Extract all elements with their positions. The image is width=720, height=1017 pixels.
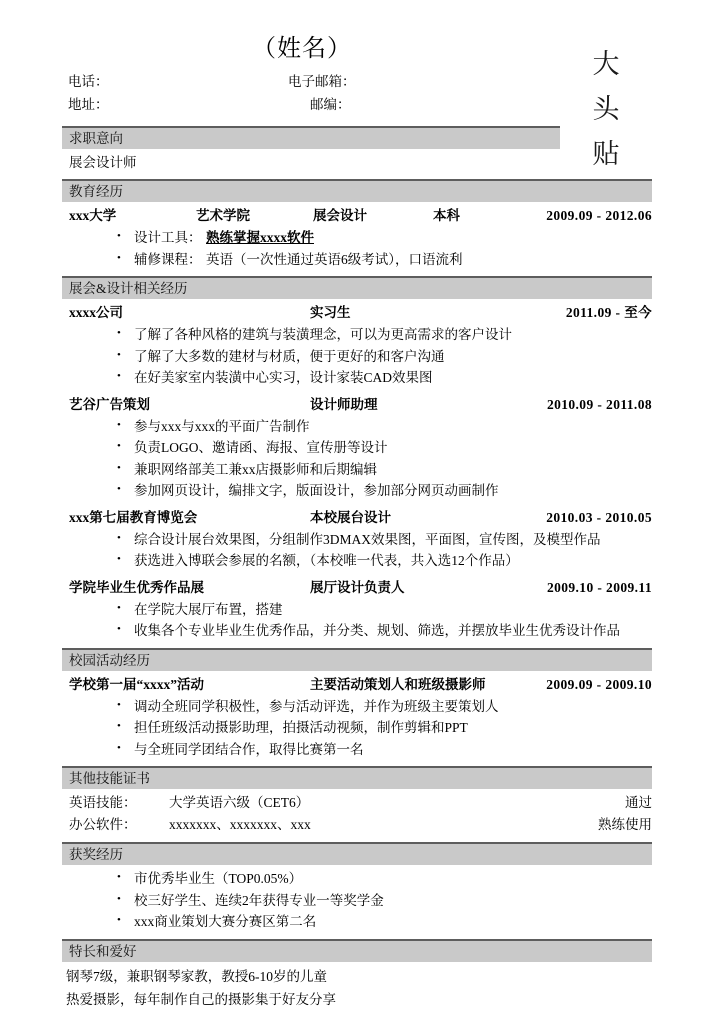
section-body-skills [62,789,652,842]
section-skills [62,766,652,842]
skill-row [62,792,652,814]
section-body-campus [62,671,652,767]
list-item-text: 英语（一次性通过英语6级考试），口语流利 [206,251,463,267]
list-item-text: 综合设计展台效果图，分组制作3DMAX效果图，平面图，宣传图，及模型作品 [134,531,601,547]
list-item-text: xxx商业策划大赛分赛区第二名 [134,914,317,929]
resume-header [62,34,652,116]
entry-header [62,577,652,599]
list-item [62,367,652,389]
list-item-text: 市优秀毕业生（TOP0.05%） [134,871,303,886]
list-item [62,739,652,761]
list-item [62,599,652,621]
section-title-skills: 其他技能证书 [62,766,652,789]
entry-organization: 学校第一届“xxxx”活动 [69,676,204,692]
section-body-education [62,202,652,276]
entry-date-range: 2011.09 - 至今 [565,305,652,320]
entry-role: 本校展台设计 [310,509,391,525]
education-school: xxx大学 [69,208,117,223]
section-body-experience [62,299,652,648]
entry-date-range: 2010.09 - 2011.08 [546,396,652,412]
entry-organization: 学院毕业生优秀作品展 [69,579,204,595]
hobby-line: 热爱摄影，每年制作自己的摄影集于好友分享 [66,991,336,1007]
photo-placeholder-char-3: 贴 [592,139,620,169]
list-item-text: 在学院大展厅布置，搭建 [134,601,283,617]
hobby-line: 钢琴7级，兼职钢琴家教，教授6-10岁的儿童 [66,968,327,984]
entry-role: 主要活动策划人和班级摄影师 [310,676,486,692]
list-item-text: 调动全班同学积极性，参与活动评选，并作为班级主要策划人 [134,698,499,714]
list-item-label: 设计工具： [134,230,202,245]
photo-placeholder-char-1: 大 [592,49,620,79]
list-item-text: 兼职网络部美工兼xx店摄影师和后期编辑 [134,461,377,477]
skill-level: 熟练使用 [598,817,652,832]
list-item-text: 熟练掌握xxxx软件 [206,230,314,245]
entry-header [62,394,652,416]
list-item [62,717,652,739]
list-item [62,529,652,551]
list-item [62,911,652,933]
entry-role: 设计师助理 [310,396,378,412]
list-item-text: 了解了大多数的建材与材质，便于更好的和客户沟通 [134,348,445,364]
entry-organization: 艺谷广告策划 [69,396,150,412]
entry-bullets [62,416,652,502]
skill-label: 英语技能： [69,795,137,810]
address-label: 地址： [68,97,109,112]
list-item-text: 校三好学生、连续2年获得专业一等奖学金 [134,892,384,908]
list-item-text: 担任班级活动摄影助理，拍摄活动视频，制作剪辑和PPT [134,720,468,735]
education-bullets [62,227,652,270]
list-item-label: 辅修课程： [134,251,202,267]
skill-row [62,814,652,836]
section-title-objective: 求职意向 [62,126,560,149]
contact-row-2 [62,93,542,116]
section-body-objective [62,149,652,179]
section-education [62,179,652,276]
entry-role: 实习生 [310,305,351,320]
entry-bullets [62,696,652,761]
education-date: 2009.09 - 2012.06 [546,208,652,223]
list-item [62,459,652,481]
section-title-education: 教育经历 [62,179,652,202]
list-item [62,620,652,642]
entry-bullets [62,599,652,642]
education-degree: 本科 [433,208,460,223]
section-campus [62,648,652,767]
education-major: 展会设计 [313,208,367,223]
section-title-experience: 展会&设计相关经历 [62,276,652,299]
skill-label: 办公软件： [69,817,137,832]
section-body-awards [62,865,652,939]
skill-value: xxxxxxx、xxxxxxx、xxx [169,817,311,832]
list-item [62,550,652,572]
entry-organization: xxxx公司 [69,305,123,320]
list-item-text: 参与xxx与xxx的平面广告制作 [134,418,310,434]
education-entry-head [62,205,652,227]
award-bullets [62,868,652,933]
page-title: （姓名） [252,36,352,62]
skill-level: 通过 [625,795,652,810]
phone-label: 电话： [68,74,109,89]
list-item [62,480,652,502]
section-title-hobbies: 特长和爱好 [62,939,652,962]
email-label: 电子邮箱： [288,74,356,89]
section-title-campus: 校园活动经历 [62,648,652,671]
zipcode-label: 邮编： [310,97,351,112]
section-hobbies [62,939,652,1017]
contact-block [62,70,542,116]
list-item [62,890,652,912]
list-item-text: 获选进入博联会参展的名额，（本校唯一代表，共入选12个作品） [134,553,519,568]
section-body-hobbies [62,962,652,1017]
entry-bullets [62,529,652,572]
list-item-text: 负责LOGO、邀请函、海报、宣传册等设计 [134,440,388,455]
entry-header [62,507,652,529]
education-college: 艺术学院 [196,208,250,223]
entry-header [62,674,652,696]
list-item [62,868,652,890]
resume-body [62,126,652,1017]
list-item [62,227,652,249]
entry-organization: xxx第七届教育博览会 [69,509,198,525]
list-item [62,249,652,271]
objective-value: 展会设计师 [69,155,137,170]
entry-date-range: 2009.09 - 2009.10 [546,676,652,692]
list-item-text: 与全班同学团结合作，取得比赛第一名 [134,741,364,757]
list-item-text: 在好美家室内装潢中心实习，设计家装CAD效果图 [134,370,433,385]
list-item [62,416,652,438]
list-item-text: 了解了各种风格的建筑与装潢理念，可以为更高需求的客户设计 [134,327,512,342]
entry-role: 展厅设计负责人 [310,579,405,595]
list-item [62,437,652,459]
list-item [62,696,652,718]
list-item-text: 收集各个专业毕业生优秀作品，并分类、规划、筛选，并摆放毕业生优秀设计作品 [134,623,620,638]
entry-date-range: 2009.10 - 2009.11 [546,579,652,595]
skill-value: 大学英语六级（CET6） [169,795,310,810]
section-objective [62,126,652,179]
photo-placeholder-char-2: 头 [592,94,620,124]
list-item [62,324,652,346]
contact-row-1 [62,70,542,93]
entry-header [62,302,652,324]
section-experience [62,276,652,648]
entry-date-range: 2010.03 - 2010.05 [546,509,652,525]
entry-bullets [62,324,652,389]
section-title-awards: 获奖经历 [62,842,652,865]
section-awards [62,842,652,939]
list-item [62,346,652,368]
list-item-text: 参加网页设计，编排文字，版面设计，参加部分网页动画制作 [134,483,499,498]
